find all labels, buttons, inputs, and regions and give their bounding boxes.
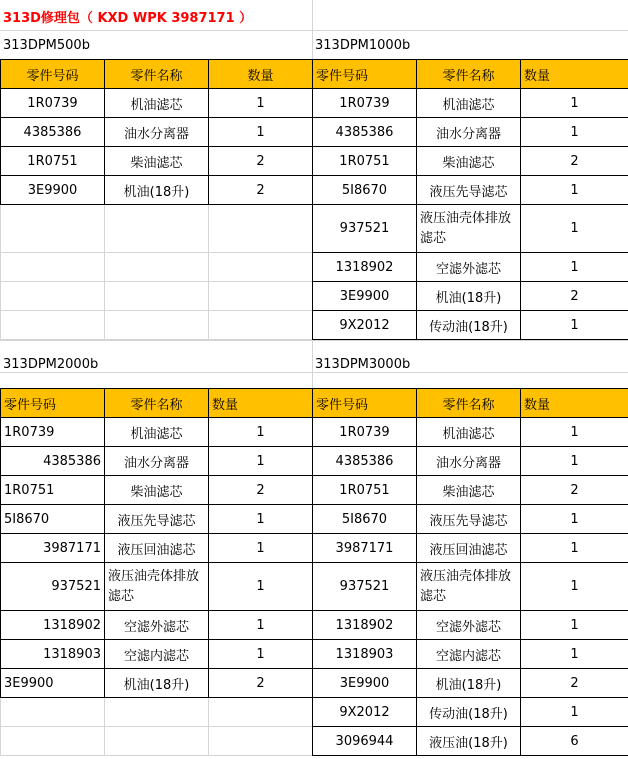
cell-quantity: 1 bbox=[521, 611, 628, 640]
section-label-3000b: 313DPM3000b bbox=[315, 357, 411, 372]
table-row bbox=[1, 118, 313, 147]
cell-part-name: 液压油壳体排放滤芯 bbox=[417, 205, 521, 253]
table-row bbox=[1, 505, 313, 534]
cell-part-name: 机油滤芯 bbox=[105, 89, 209, 118]
cell-part-number: 1R0739 bbox=[313, 418, 417, 447]
section-label-500b: 313DPM500b bbox=[3, 38, 90, 53]
cell-part-name: 传动油(18升) bbox=[417, 698, 521, 727]
cell-quantity: 2 bbox=[209, 147, 313, 176]
cell-part-number: 9X2012 bbox=[313, 311, 417, 340]
cell-quantity: 1 bbox=[521, 505, 628, 534]
cell-quantity: 1 bbox=[521, 89, 628, 118]
cell-quantity: 1 bbox=[521, 418, 628, 447]
parts-table-3000b bbox=[312, 388, 628, 756]
table-row bbox=[313, 447, 628, 476]
table-row bbox=[313, 89, 628, 118]
cell-part-number: 937521 bbox=[313, 205, 417, 253]
cell-part-name: 柴油滤芯 bbox=[105, 147, 209, 176]
header-part-name: 零件名称 bbox=[417, 389, 521, 418]
cell-quantity: 2 bbox=[209, 669, 313, 698]
cell-part-number: 3E9900 bbox=[313, 669, 417, 698]
cell-part-number: 1318902 bbox=[313, 253, 417, 282]
cell-part-number: 937521 bbox=[313, 563, 417, 611]
cell-quantity: 1 bbox=[521, 311, 628, 340]
table-row bbox=[313, 147, 628, 176]
cell-part-name: 空滤内滤芯 bbox=[417, 640, 521, 669]
table-row bbox=[313, 418, 628, 447]
cell-part-number: 3987171 bbox=[313, 534, 417, 563]
cell-quantity: 1 bbox=[521, 698, 628, 727]
cell-quantity: 1 bbox=[521, 447, 628, 476]
cell-quantity: 1 bbox=[209, 563, 313, 611]
grid-line bbox=[0, 372, 628, 373]
cell-quantity: 1 bbox=[209, 118, 313, 147]
table-row bbox=[1, 176, 313, 205]
cell-quantity: 1 bbox=[209, 534, 313, 563]
cell-part-number: 3E9900 bbox=[1, 669, 105, 698]
cell-quantity: 2 bbox=[209, 476, 313, 505]
table-row bbox=[1, 418, 313, 447]
sheet-title: 313D修理包（ KXD WPK 3987171 ） bbox=[3, 11, 253, 26]
cell-part-number: 1R0751 bbox=[1, 476, 105, 505]
cell-part-name: 传动油(18升) bbox=[417, 311, 521, 340]
cell-part-number: 5I8670 bbox=[1, 505, 105, 534]
header-part-name: 零件名称 bbox=[105, 60, 209, 89]
table-row bbox=[313, 205, 628, 253]
table-row bbox=[1, 611, 313, 640]
empty-row bbox=[1, 311, 313, 340]
cell-part-name: 机油滤芯 bbox=[105, 418, 209, 447]
table-row bbox=[1, 89, 313, 118]
parts-table-1000b bbox=[312, 59, 628, 340]
header-part-name: 零件名称 bbox=[417, 60, 521, 89]
table-row bbox=[313, 118, 628, 147]
cell-quantity: 1 bbox=[521, 563, 628, 611]
header-quantity: 数量 bbox=[209, 60, 313, 89]
table-row bbox=[1, 534, 313, 563]
cell-part-name: 液压先导滤芯 bbox=[417, 176, 521, 205]
cell-part-name: 柴油滤芯 bbox=[417, 147, 521, 176]
table-row bbox=[313, 698, 628, 727]
cell-quantity: 1 bbox=[521, 253, 628, 282]
cell-part-number: 5I8670 bbox=[313, 505, 417, 534]
cell-part-number: 5I8670 bbox=[313, 176, 417, 205]
table-row bbox=[1, 147, 313, 176]
header-part-name: 零件名称 bbox=[105, 389, 209, 418]
cell-part-name: 液压回油滤芯 bbox=[105, 534, 209, 563]
cell-part-name: 液压油壳体排放滤芯 bbox=[105, 563, 209, 611]
empty-row bbox=[1, 253, 313, 282]
cell-part-name: 空滤内滤芯 bbox=[105, 640, 209, 669]
cell-part-number: 1R0739 bbox=[1, 418, 105, 447]
header-quantity: 数量 bbox=[209, 389, 313, 418]
cell-part-name: 机油(18升) bbox=[417, 282, 521, 311]
cell-part-name: 油水分离器 bbox=[105, 118, 209, 147]
empty-row bbox=[1, 727, 313, 756]
cell-part-number: 4385386 bbox=[313, 447, 417, 476]
cell-part-name: 空滤外滤芯 bbox=[417, 253, 521, 282]
cell-part-number: 1R0751 bbox=[313, 147, 417, 176]
cell-quantity: 2 bbox=[209, 176, 313, 205]
cell-quantity: 1 bbox=[521, 205, 628, 253]
cell-quantity: 1 bbox=[209, 89, 313, 118]
cell-quantity: 1 bbox=[521, 534, 628, 563]
table-header-row bbox=[1, 389, 313, 418]
table-row bbox=[313, 176, 628, 205]
cell-part-name: 液压先导滤芯 bbox=[417, 505, 521, 534]
table-row bbox=[1, 447, 313, 476]
header-part-number: 零件号码 bbox=[313, 60, 417, 89]
header-quantity: 数量 bbox=[521, 389, 628, 418]
header-part-number: 零件号码 bbox=[313, 389, 417, 418]
table-row bbox=[1, 669, 313, 698]
empty-row bbox=[1, 205, 313, 253]
cell-part-number: 1318902 bbox=[1, 611, 105, 640]
cell-part-name: 液压先导滤芯 bbox=[105, 505, 209, 534]
table-row bbox=[313, 640, 628, 669]
cell-part-name: 液压回油滤芯 bbox=[417, 534, 521, 563]
table-row bbox=[313, 563, 628, 611]
cell-quantity: 2 bbox=[521, 282, 628, 311]
sheet-title-row bbox=[0, 0, 628, 31]
cell-part-name: 机油滤芯 bbox=[417, 418, 521, 447]
cell-part-number: 4385386 bbox=[313, 118, 417, 147]
header-part-number: 零件号码 bbox=[1, 60, 105, 89]
section-label-2000b: 313DPM2000b bbox=[3, 357, 99, 372]
cell-part-number: 1R0751 bbox=[313, 476, 417, 505]
table-row bbox=[313, 505, 628, 534]
cell-part-name: 柴油滤芯 bbox=[105, 476, 209, 505]
cell-quantity: 1 bbox=[209, 640, 313, 669]
cell-part-number: 4385386 bbox=[1, 447, 105, 476]
cell-part-number: 1318902 bbox=[313, 611, 417, 640]
cell-quantity: 1 bbox=[521, 176, 628, 205]
cell-part-number: 4385386 bbox=[1, 118, 105, 147]
cell-part-number: 3096944 bbox=[313, 727, 417, 756]
header-part-number: 零件号码 bbox=[1, 389, 105, 418]
cell-part-number: 1R0739 bbox=[313, 89, 417, 118]
cell-part-number: 937521 bbox=[1, 563, 105, 611]
cell-part-number: 3987171 bbox=[1, 534, 105, 563]
cell-part-name: 空滤外滤芯 bbox=[105, 611, 209, 640]
cell-quantity: 1 bbox=[521, 640, 628, 669]
empty-row bbox=[1, 282, 313, 311]
grid-line bbox=[312, 340, 313, 388]
table-row bbox=[313, 727, 628, 756]
table-row bbox=[1, 640, 313, 669]
table-row bbox=[313, 311, 628, 340]
cell-part-name: 空滤外滤芯 bbox=[417, 611, 521, 640]
cell-part-name: 柴油滤芯 bbox=[417, 476, 521, 505]
parts-table-500b bbox=[0, 59, 313, 340]
cell-quantity: 1 bbox=[209, 611, 313, 640]
cell-part-name: 机油(18升) bbox=[105, 176, 209, 205]
cell-quantity: 1 bbox=[209, 447, 313, 476]
parts-table-2000b bbox=[0, 388, 313, 756]
cell-part-name: 机油(18升) bbox=[105, 669, 209, 698]
table-header-row bbox=[1, 60, 313, 89]
cell-part-number: 1318903 bbox=[1, 640, 105, 669]
table-header-row bbox=[313, 60, 628, 89]
cell-quantity: 6 bbox=[521, 727, 628, 756]
cell-quantity: 1 bbox=[209, 505, 313, 534]
table-row bbox=[1, 563, 313, 611]
table-row bbox=[313, 282, 628, 311]
cell-part-name: 油水分离器 bbox=[417, 447, 521, 476]
cell-quantity: 1 bbox=[209, 418, 313, 447]
cell-quantity: 1 bbox=[521, 118, 628, 147]
cell-quantity: 2 bbox=[521, 476, 628, 505]
cell-part-name: 液压油壳体排放滤芯 bbox=[417, 563, 521, 611]
section-label-1000b: 313DPM1000b bbox=[315, 38, 411, 53]
cell-part-name: 液压油(18升) bbox=[417, 727, 521, 756]
header-quantity: 数量 bbox=[521, 60, 628, 89]
table-row bbox=[313, 253, 628, 282]
cell-part-number: 1318903 bbox=[313, 640, 417, 669]
table-row bbox=[313, 476, 628, 505]
cell-part-name: 油水分离器 bbox=[105, 447, 209, 476]
cell-quantity: 2 bbox=[521, 147, 628, 176]
cell-part-name: 机油(18升) bbox=[417, 669, 521, 698]
cell-part-name: 机油滤芯 bbox=[417, 89, 521, 118]
empty-row bbox=[1, 698, 313, 727]
table-row bbox=[313, 611, 628, 640]
cell-part-name: 油水分离器 bbox=[417, 118, 521, 147]
table-row bbox=[1, 476, 313, 505]
cell-part-number: 3E9900 bbox=[1, 176, 105, 205]
cell-quantity: 2 bbox=[521, 669, 628, 698]
grid-line bbox=[0, 340, 628, 341]
cell-part-number: 3E9900 bbox=[313, 282, 417, 311]
cell-part-number: 1R0751 bbox=[1, 147, 105, 176]
table-header-row bbox=[313, 389, 628, 418]
table-row bbox=[313, 534, 628, 563]
cell-part-number: 9X2012 bbox=[313, 698, 417, 727]
table-row bbox=[313, 669, 628, 698]
cell-part-number: 1R0739 bbox=[1, 89, 105, 118]
